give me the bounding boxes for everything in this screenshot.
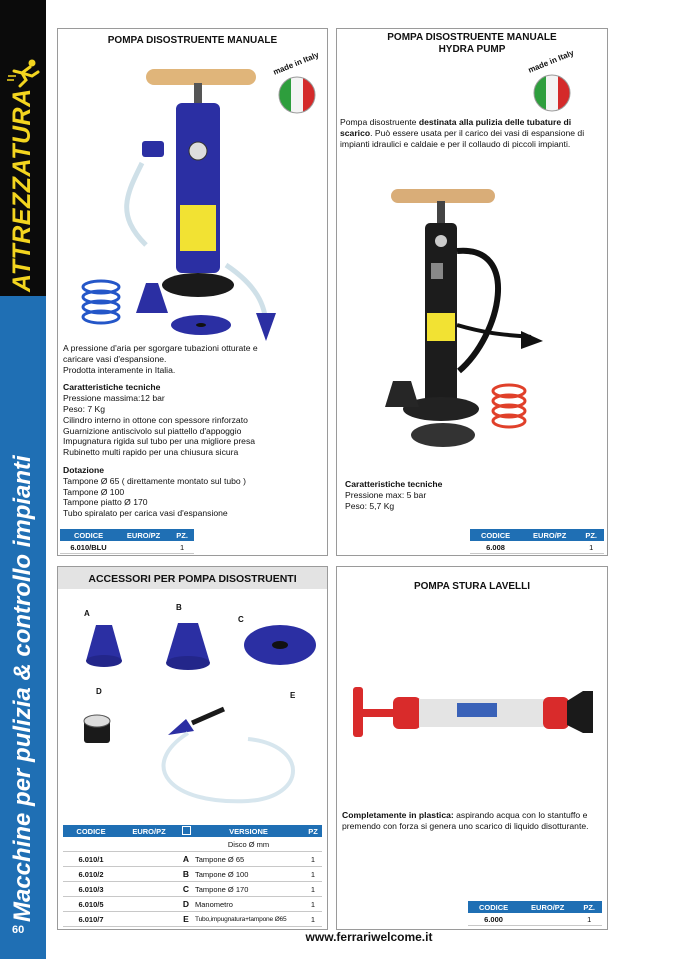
page-number: 60 [12,924,25,936]
price-table [468,901,602,926]
product-qty: 1 [578,541,604,554]
accessory-letter: A [179,852,193,867]
product-subtitle: HYDRA PUMP [438,44,506,55]
stamp-text: made in Italy [526,48,576,75]
accessory-label-e: E [290,691,296,700]
product-description [340,117,604,149]
accessory-qty: 1 [304,852,322,867]
product-panel-sink-plunger [336,566,608,930]
col-qty: PZ. [170,529,194,541]
spec-line: Guarnizione antiscivolo sul piattello d'appoggio [63,425,242,436]
desc-text: . Può essere usata per il carico dei vasi di espansione di impianti idraulici e caldaie e per il collaudo di piccoli impianti. [340,127,585,149]
product-description [342,810,604,832]
specs-heading: Caratteristiche tecniche [63,382,161,393]
col-code: CODICE [60,529,117,541]
desc-highlight: Completamente in plastica: [342,810,454,820]
product-qty: 1 [576,913,602,926]
product-code: 6.010/BLU [60,541,117,554]
col-version: VERSIONE [193,825,304,837]
equipment-line: Tubo spiralato per carica vasi d'espansione [63,508,228,519]
col-price: EURO/PZ [519,901,576,913]
col-price: EURO/PZ [117,529,170,541]
accessory-qty: 1 [304,882,322,897]
equipment-line: Tampone piatto Ø 170 [63,497,148,508]
accessories-table [63,825,322,927]
spec-line: Rubinetto multi rapido per una chiusura sicura [63,447,239,458]
table-row [63,897,322,912]
accessory-code: 6.010/7 [63,912,119,927]
product-description [63,343,325,519]
product-title: POMPA DISOSTRUENTE MANUALE [107,35,278,46]
product-price [117,541,170,554]
col-price: EURO/PZ [119,825,179,837]
desc-text: Pompa disostruente [340,117,419,127]
accessories-photo [78,615,318,815]
accessory-code: 6.010/1 [63,852,119,867]
equipment-line: Tampone Ø 100 [63,486,125,497]
table-row [60,541,194,554]
made-in-italy-stamp [519,48,583,115]
equipment-line: Tampone Ø 65 ( direttamente montato sul tubo ) [63,475,246,486]
spec-line: Pressione max: 5 bar [345,489,427,500]
accessory-letter: E [179,912,193,927]
accessory-version: Tampone Ø 170 [193,882,304,897]
accessory-code: 6.010/5 [63,897,119,912]
accessory-qty: 1 [304,897,322,912]
footer-website [0,930,678,944]
stamp-text: made in Italy [271,50,321,77]
checkbox-icon [179,825,193,837]
col-qty: PZ. [578,529,604,541]
desc-highlight: destinata alla pulizia delle tubature di scarico [340,117,572,138]
col-code: CODICE [63,825,119,837]
accessory-label-a: A [84,609,90,618]
col-code: CODICE [468,901,519,913]
product-price [519,913,576,926]
table-row [63,882,322,897]
accessory-letter: B [179,867,193,882]
product-panel-hydra-pump [336,28,608,556]
version-subheader: Disco Ø mm [193,837,304,852]
accessories-title: ACCESSORI PER POMPA DISOSTRUENTI [88,573,297,585]
desc-text: aspirando acqua con lo stantuffo e premendo con forza si genera uno scarico di liquido disotturante. [342,810,589,831]
accessory-label-d: D [96,687,102,696]
hydra-pump-photo [381,185,577,455]
table-row [468,913,602,926]
sidebar-section-label: Macchine per pulizia & controllo impianti [9,455,36,922]
desc-line: A pressione d'aria per sgorgare tubazioni otturate e [63,343,258,353]
col-qty: PZ. [576,901,602,913]
spec-line: Impugnatura rigida sul tubo per una migliore presa [63,436,256,447]
manual-pump-photo [76,55,276,341]
runner-logo-icon [6,58,42,88]
table-row [63,867,322,882]
price-table [470,529,604,554]
col-qty: PZ [304,825,322,837]
product-code: 6.000 [468,913,519,926]
spec-line: Peso: 5,7 Kg [345,500,395,511]
accessory-code: 6.010/2 [63,867,119,882]
product-title: POMPA STURA LAVELLI [413,581,531,592]
accessory-qty: 1 [304,867,322,882]
product-code: 6.008 [470,541,521,554]
table-row [63,852,322,867]
accessory-label-b: B [176,603,182,612]
accessory-version: Tampone Ø 100 [193,867,304,882]
website-link[interactable]: www.ferrariwelcome.it [305,930,433,944]
accessory-version: Tubo,impugnatura+tampone Ø65 [193,912,304,927]
product-price [521,541,578,554]
accessory-qty: 1 [304,912,322,927]
table-row [470,541,604,554]
table-row [63,912,322,927]
equipment-heading: Dotazione [63,464,105,475]
price-table [60,529,194,554]
desc-line: caricare vasi d'espansione. [63,353,167,364]
product-title: POMPA DISOSTRUENTE MANUALE [387,32,557,43]
accessory-version: Tampone Ø 65 [193,852,304,867]
sidebar-category-label: ATTREZZATURA [8,88,36,292]
accessory-label-c: C [238,615,244,624]
accessories-panel [57,566,328,930]
product-panel-manual-pump [57,28,328,556]
col-price: EURO/PZ [521,529,578,541]
spec-line: Cilindro interno in ottone con spessore rinforzato [63,414,248,425]
spec-line: Peso: 7 Kg [63,403,106,414]
specs-heading: Caratteristiche tecniche [345,479,443,489]
accessory-version: Manometro [193,897,304,912]
spec-line: Pressione massima:12 bar [63,393,165,404]
col-code: CODICE [470,529,521,541]
desc-line: Prodotta interamente in Italia. [63,364,176,375]
accessory-code: 6.010/3 [63,882,119,897]
sink-plunger-photo [347,671,599,761]
accessory-letter: D [179,897,193,912]
product-specs [345,479,595,511]
product-qty: 1 [170,541,194,554]
accessory-letter: C [179,882,193,897]
